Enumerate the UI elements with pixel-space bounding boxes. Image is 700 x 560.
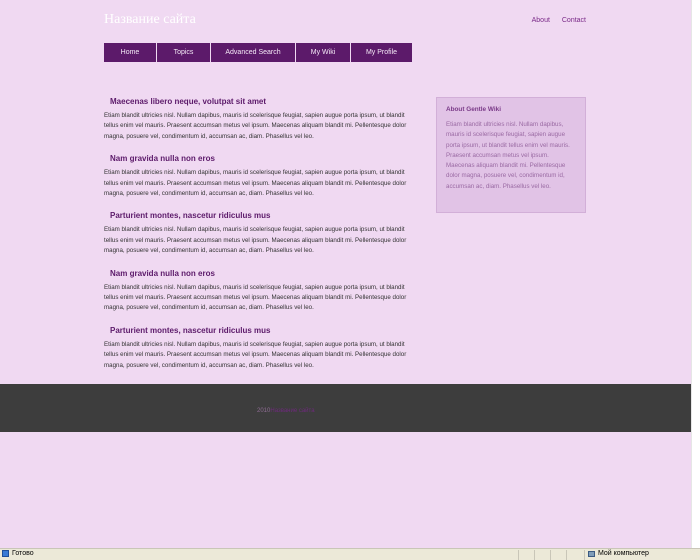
post-title[interactable]: Parturient montes, nascetur ridiculus mus (110, 211, 271, 221)
nav-item-my-wiki[interactable]: My Wiki (296, 43, 351, 62)
nav-item-advanced-search[interactable]: Advanced Search (211, 43, 296, 62)
main-nav (104, 43, 412, 62)
post-title[interactable]: Parturient montes, nascetur ridiculus mus (110, 325, 271, 335)
post (104, 325, 420, 371)
about-link[interactable]: About (531, 17, 550, 24)
nav-item-topics[interactable]: Topics (157, 43, 211, 62)
post-title[interactable]: Nam gravida nulla non eros (110, 154, 215, 164)
browser-status-bar (0, 548, 700, 560)
contact-link[interactable]: Contact (561, 17, 586, 24)
post (104, 153, 420, 199)
my-computer-icon (588, 551, 595, 557)
post-body: Etiam blandit ultricies nisl. Nullam dapibus, mauris id scelerisque feugiat, sapien augue porta ipsum, ut blandit tellus enim vel mauris. Praesent accumsan metus vel ipsum. Maecenas aliquam blandit mi. Pellentesque dolor magna, posuere vel, condimentum id, accumsan ac, diam. Phasellus vel leo. (104, 226, 407, 255)
status-text: Готово (12, 550, 34, 557)
post-body: Etiam blandit ultricies nisl. Nullam dapibus, mauris id scelerisque feugiat, sapien augue porta ipsum, ut blandit tellus enim vel mauris. Praesent accumsan metus vel ipsum. Maecenas aliquam blandit mi. Pellentesque dolor magna, posuere vel, condimentum id, accumsan ac, diam. Phasellus vel leo. (104, 340, 407, 369)
zone-text: Мой компьютер (598, 550, 649, 557)
status-divider (584, 550, 585, 560)
ie-page-icon (2, 550, 9, 557)
post (104, 268, 420, 314)
footer-year: 2010 (257, 408, 271, 414)
status-divider (518, 550, 519, 560)
post-body: Etiam blandit ultricies nisl. Nullam dapibus, mauris id scelerisque feugiat, sapien augue porta ipsum, ut blandit tellus enim vel mauris. Praesent accumsan metus vel ipsum. Maecenas aliquam blandit mi. Pellentesque dolor magna, posuere vel, condimentum id, accumsan ac, diam. Phasellus vel leo. (104, 283, 407, 312)
post-title[interactable]: Nam gravida nulla non eros (110, 268, 215, 278)
nav-item-my-profile[interactable]: My Profile (365, 49, 398, 56)
sidebar-title: About Gentle Wiki (446, 106, 501, 113)
nav-item-home[interactable]: Home (104, 43, 157, 62)
post-body: Etiam blandit ultricies nisl. Nullam dapibus, mauris id scelerisque feugiat, sapien augue porta ipsum, ut blandit tellus enim vel mauris. Praesent accumsan metus vel ipsum. Maecenas aliquam blandit mi. Pellentesque dolor magna, posuere vel, condimentum id, accumsan ac, diam. Phasellus vel leo. (104, 169, 407, 198)
status-divider (566, 550, 567, 560)
post (104, 210, 420, 256)
sidebar-about-box (436, 97, 586, 213)
main-content (104, 96, 420, 382)
top-links (522, 17, 586, 24)
post (104, 96, 420, 142)
post-title[interactable]: Maecenas libero neque, volutpat sit amet (110, 97, 267, 106)
vertical-scrollbar[interactable] (691, 0, 700, 548)
footer-site-link[interactable]: Название сайта (270, 408, 315, 414)
status-divider (534, 550, 535, 560)
page-footer (0, 384, 692, 432)
site-title[interactable]: Название сайта (104, 12, 196, 27)
post-body: Etiam blandit ultricies nisl. Nullam dapibus, mauris id scelerisque feugiat, sapien augue porta ipsum, ut blandit tellus enim vel mauris. Praesent accumsan metus vel ipsum. Maecenas aliquam blandit mi. Pellentesque dolor magna, posuere vel, condimentum id, accumsan ac, diam. Phasellus vel leo. (104, 112, 407, 140)
footer-copyright (257, 408, 315, 414)
sidebar-text: Etiam blandit ultricies nisl. Nullam dapibus, mauris id scelerisque feugiat, sapien augue porta ipsum, ut blandit tellus enim vel mauris. Praesent accumsan metus vel ipsum. Maecenas aliquam blandit mi. Pellentesque dolor magna, posuere vel, condimentum id, accumsan ac, diam. Phasellus vel leo. (446, 121, 570, 190)
status-left (2, 550, 34, 557)
status-divider (550, 550, 551, 560)
status-zone (588, 550, 649, 557)
